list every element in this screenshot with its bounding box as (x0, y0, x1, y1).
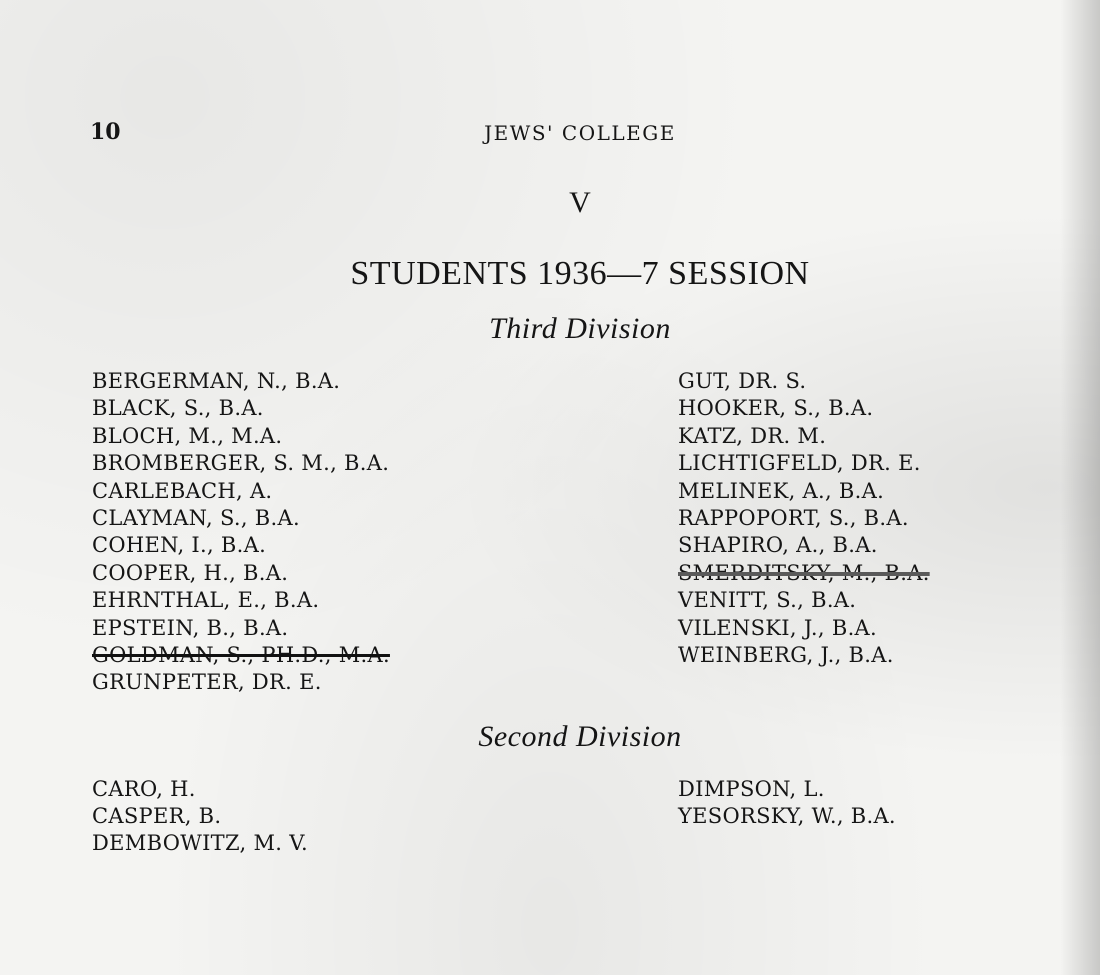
third-division-left-list (92, 368, 390, 697)
list-item: VENITT, S., B.A. (678, 588, 857, 613)
list-item: HOOKER, S., B.A. (678, 396, 874, 421)
list-item: WEINBERG, J., B.A. (678, 642, 894, 667)
list-item: BERGERMAN, N., B.A. (92, 369, 341, 393)
third-division-heading: Third Division (489, 312, 671, 345)
list-item: KATZ, DR. M. (678, 423, 827, 448)
section-title: STUDENTS 1936—7 SESSION (350, 255, 810, 292)
list-item: MELINEK, A., B.A. (678, 478, 885, 503)
second-division-left-list (92, 776, 308, 857)
page-number: 10 (90, 119, 121, 145)
list-item: COOPER, H., B.A. (92, 560, 289, 585)
list-item: EPSTEIN, B., B.A. (92, 615, 289, 640)
page-edge-shadow (1060, 0, 1100, 975)
struck-name: SMERDITSKY, M., B.A. (678, 560, 930, 585)
list-item: CLAYMAN, S., B.A. (92, 505, 300, 530)
third-division-right-list (678, 368, 930, 669)
list-item: CARLEBACH, A. (92, 478, 273, 503)
section-numeral: V (569, 186, 591, 219)
struck-through-list-item (678, 560, 930, 587)
list-item: GUT, DR. S. (678, 369, 807, 393)
list-item: RAPPOPORT, S., B.A. (678, 505, 909, 530)
list-item: BLOCH, M., M.A. (92, 423, 283, 448)
struck-name: GOLDMAN, S., PH.D., M.A. (92, 642, 390, 667)
list-item: CASPER, B. (92, 804, 222, 828)
list-item: DIMPSON, L. (678, 777, 825, 801)
running-title: JEWS' COLLEGE (484, 121, 676, 145)
list-item: GRUNPETER, DR. E. (92, 670, 322, 695)
second-division-right-list (678, 776, 896, 830)
list-item: YESORSKY, W., B.A. (678, 804, 896, 828)
list-item: BLACK, S., B.A. (92, 396, 264, 421)
list-item: SHAPIRO, A., B.A. (678, 533, 878, 558)
list-item: EHRNTHAL, E., B.A. (92, 588, 320, 613)
list-item: VILENSKI, J., B.A. (678, 615, 877, 640)
list-item: COHEN, I., B.A. (92, 533, 267, 558)
list-item: DEMBOWITZ, M. V. (92, 831, 308, 855)
list-item: LICHTIGFELD, DR. E. (678, 451, 921, 476)
struck-through-list-item (92, 642, 390, 669)
second-division-heading: Second Division (478, 720, 682, 753)
list-item: BROMBERGER, S. M., B.A. (92, 451, 390, 476)
list-item: CARO, H. (92, 777, 196, 801)
